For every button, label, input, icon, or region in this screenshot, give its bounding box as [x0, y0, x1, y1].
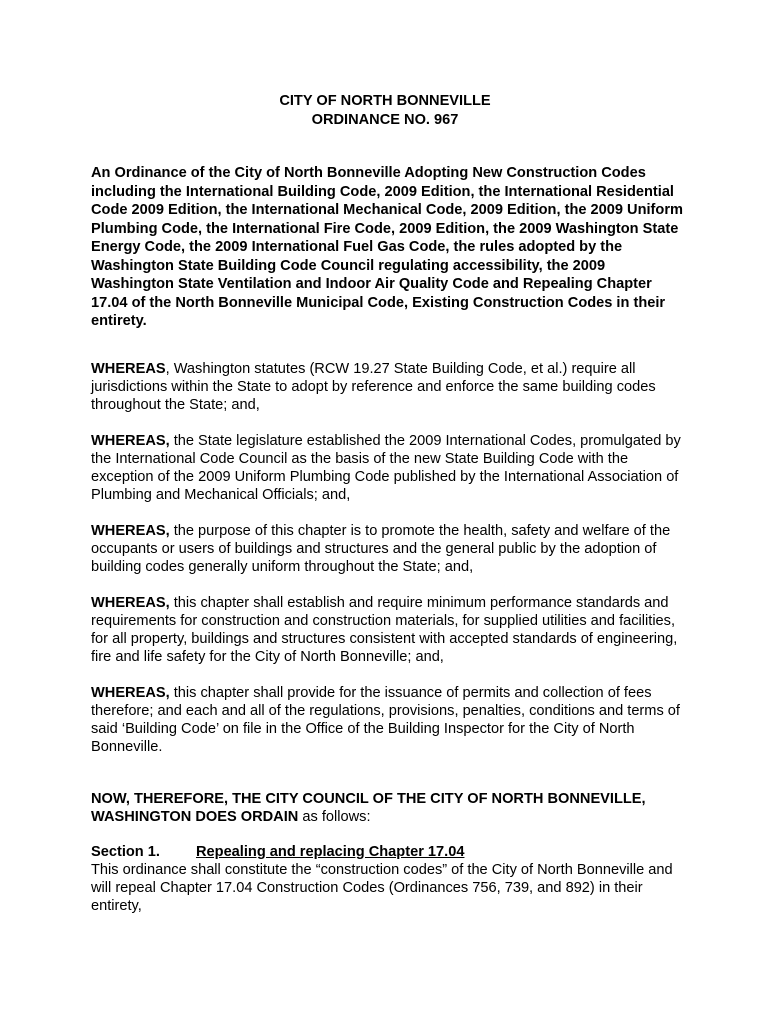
whereas-paragraph-4	[91, 594, 691, 666]
ordinance-number: ORDINANCE NO. 967	[311, 112, 459, 128]
whereas-lead: WHEREAS	[91, 361, 166, 377]
section-number: Section 1.	[91, 844, 160, 860]
now-therefore-paragraph	[91, 790, 691, 826]
section-title: Repealing and replacing Chapter 17.04	[196, 844, 465, 860]
section-1-heading	[91, 843, 691, 861]
whereas-text: , Washington statutes (RCW 19.27 State Building Code, et al.) require all jurisdictions within the State to adopt by reference and enforce the same building codes throughout the State; and,	[91, 361, 656, 413]
now-therefore-rest: as follows:	[298, 809, 371, 825]
whereas-lead: WHEREAS,	[91, 433, 170, 449]
whereas-lead: WHEREAS,	[91, 595, 170, 611]
section-1	[91, 843, 691, 915]
document-header	[0, 92, 770, 130]
whereas-text: this chapter shall establish and require minimum performance standards and requirements for construction and construction materials, for supplied utilities and facilities, for all property, buildings and structures consistent with accepted standards of engineering, fire and life safety for the City of North Bonneville; and,	[91, 595, 678, 665]
section-1-text: This ordinance shall constitute the “construction codes” of the City of North Bonneville and will repeal Chapter 17.04 Construction Codes (Ordinances 756, 739, and 892) in their entirety,	[91, 862, 673, 914]
whereas-paragraph-5	[91, 684, 691, 756]
ordinance-title: An Ordinance of the City of North Bonneville Adopting New Construction Codes including the International Building Code, 2009 Edition, the International Residential Code 2009 Edition, the International Mechanical Code, 2009 Edition, the 2009 Uniform Plumbing Code, the International Fire Code, 2009 Edition, the 2009 Washington State Energy Code, the 2009 International Fuel Gas Code, the rules adopted by the Washington State Building Code Council regulating accessibility, the 2009 Washington State Ventilation and Indoor Air Quality Code and Repealing Chapter 17.04 of the North Bonneville Municipal Code, Existing Construction Codes in their entirety.	[91, 165, 683, 329]
city-name: CITY OF NORTH BONNEVILLE	[279, 93, 491, 109]
whereas-text: the purpose of this chapter is to promote the health, safety and welfare of the occupants or users of buildings and structures and the general public by the adoption of building codes generally uniform throughout the State; and,	[91, 523, 671, 575]
whereas-paragraph-1	[91, 360, 691, 414]
whereas-text: the State legislature established the 2009 International Codes, promulgated by the International Code Council as the basis of the new State Building Code with the exception of the 2009 Uniform Plumbing Code published by the International Association of Plumbing and Mechanical Officials; and,	[91, 433, 681, 503]
whereas-lead: WHEREAS,	[91, 685, 170, 701]
whereas-paragraph-2	[91, 432, 691, 504]
whereas-text: this chapter shall provide for the issuance of permits and collection of fees therefore; and each and all of the regulations, provisions, penalties, conditions and terms of said ‘Building Code’ on file in the Office of the Building Inspector for the City of North Bonneville.	[91, 685, 680, 755]
whereas-lead: WHEREAS,	[91, 523, 170, 539]
whereas-paragraph-3	[91, 522, 691, 576]
now-therefore-lead: NOW, THEREFORE, THE CITY COUNCIL OF THE CITY OF NORTH BONNEVILLE, WASHINGTON DOES ORDAIN	[91, 791, 646, 825]
